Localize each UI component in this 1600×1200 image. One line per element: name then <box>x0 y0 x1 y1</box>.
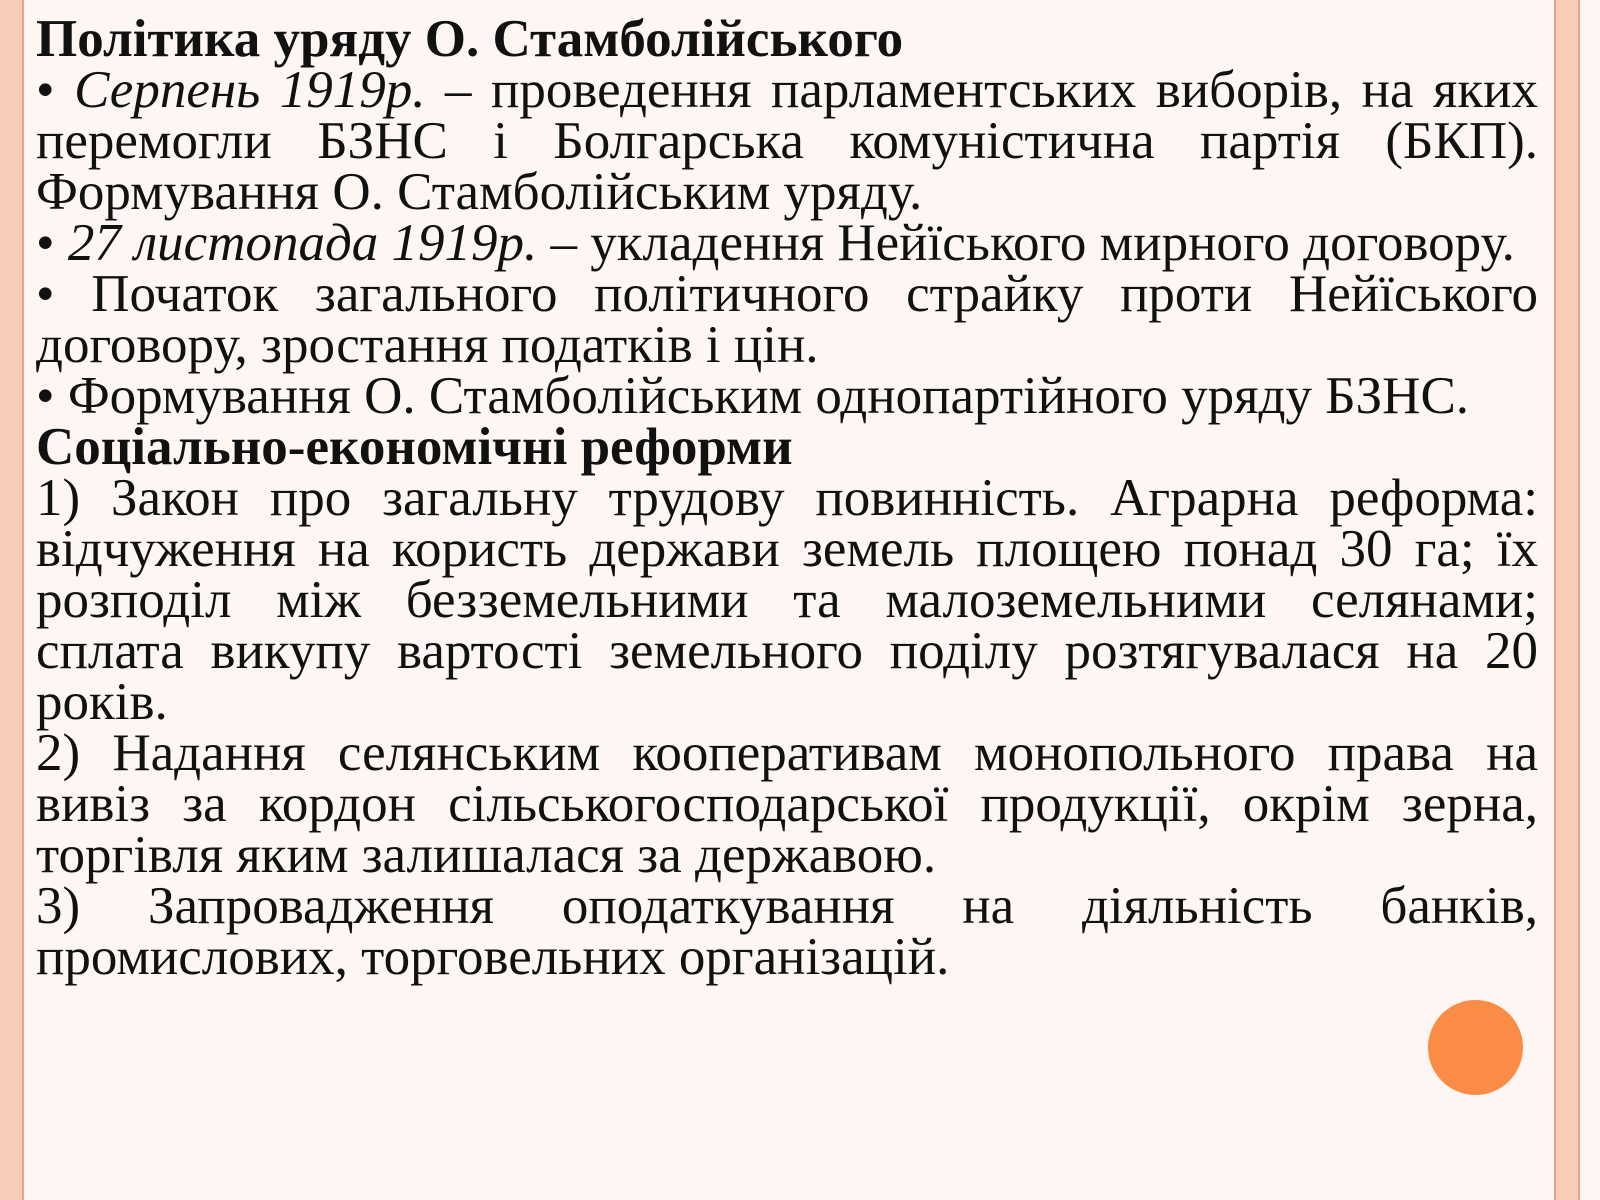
bullet-marker: • <box>36 367 55 425</box>
bullet-item <box>36 61 1539 221</box>
bullet-item <box>36 214 1538 272</box>
bullet-date: 27 листопада 1919р. <box>67 214 538 272</box>
left-border-strip <box>0 0 22 1200</box>
bullet-item <box>36 265 1539 374</box>
reform-item: 2) Надання селянським кооперативам монопольного права на вивіз за кордон сільськогосподарської продукції, окрім зерна, торгівля яким залишалася за державою. <box>36 724 1538 884</box>
bullet-marker: • <box>36 265 55 323</box>
bullet-text: – проведення парламентських виборів, на яких перемогли БЗНС і Болгарська комуністична партія (БКП). Формування О. Стамболійським уряду. <box>36 61 1539 221</box>
bullet-text: – укладення Нейїського мирного договору. <box>550 214 1515 272</box>
slide-content <box>36 10 1539 986</box>
bullet-marker: • <box>36 214 55 272</box>
bullet-text: Початок загального політичного страйку проти Нейїського договору, зростання податків і цін. <box>36 265 1539 374</box>
orange-circle-decoration <box>1428 1000 1523 1095</box>
bullet-text: Формування О. Стамболійським однопартійного уряду БЗНС. <box>67 367 1470 425</box>
heading-reforms: Соціально-економічні реформи <box>36 418 793 476</box>
right-border-strip <box>1556 0 1578 1200</box>
right-border-line-outer <box>1578 0 1580 1200</box>
left-border-line <box>22 0 24 1200</box>
reform-item: 1) Закон про загальну трудову повинність. Аграрна реформа: відчуження на користь держави земель площею понад 30 га; їх розподіл між безземельними та малоземельними селянами; сплата викупу вартості земельного поділу розтягувалася на 20 років. <box>36 469 1538 731</box>
heading-politics: Політика уряду О. Стамболійського <box>36 10 904 68</box>
bullet-marker: • <box>36 61 55 119</box>
bullet-date: Серпень 1919р. <box>74 61 426 119</box>
bullet-item <box>36 367 1538 425</box>
reform-item: 3) Запровадження оподаткування на діяльність банків, промислових, торговельних організацій. <box>36 877 1538 986</box>
